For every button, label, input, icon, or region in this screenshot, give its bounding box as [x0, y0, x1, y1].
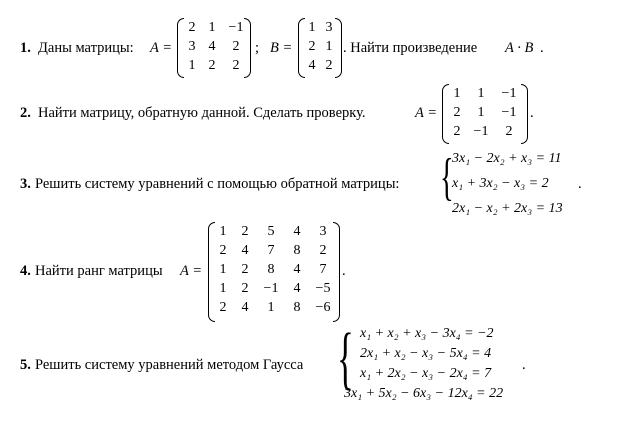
problem-1-text: Даны матрицы: — [38, 40, 134, 56]
matrix-cell: −1 — [473, 124, 489, 139]
problem-3-end: . — [578, 176, 582, 192]
matrix-cell: 2 — [319, 243, 327, 258]
problem-1-b-label: B = — [270, 40, 293, 56]
matrix-cell: 1 — [308, 20, 316, 35]
problem-2-matrix-a — [442, 84, 528, 144]
problem-4-end: . — [342, 263, 346, 279]
equation: x₁ + 3x₂ − x₃ = 2 — [452, 176, 549, 191]
matrix-cell: 3 — [325, 20, 333, 35]
matrix-cell: 8 — [293, 243, 301, 258]
matrix-cell: 8 — [293, 300, 301, 315]
matrix-cell: 2 — [505, 124, 513, 139]
equation: x₁ + x₂ + x₃ − 3x₄ = −2 — [360, 326, 494, 341]
matrix-cell: 4 — [208, 39, 216, 54]
matrix-cell: 1 — [219, 262, 227, 277]
matrix-cell: 1 — [477, 86, 485, 101]
problem-2-end: . — [530, 105, 534, 121]
matrix-cell: 4 — [293, 224, 301, 239]
problem-2-a-label: A = — [415, 105, 438, 121]
equation: 3x₁ − 2x₂ + x₃ = 11 — [452, 151, 562, 166]
matrix-cell: 1 — [267, 300, 275, 315]
brace-icon: { — [440, 149, 454, 206]
matrix-cell: 1 — [219, 224, 227, 239]
problem-5-text: Решить систему уравнений методом Гаусса — [35, 357, 304, 373]
matrix-cell: 2 — [219, 300, 227, 315]
matrix-cell: 2 — [308, 39, 316, 54]
matrix-cell: 2 — [325, 58, 333, 73]
matrix-cell: 2 — [219, 243, 227, 258]
matrix-cell: 2 — [241, 262, 249, 277]
matrix-cell: 5 — [267, 224, 275, 239]
matrix-cell: 2 — [232, 58, 240, 73]
matrix-cell: −1 — [501, 105, 517, 120]
matrix-cell: 1 — [325, 39, 333, 54]
problem-2-text: Найти матрицу, обратную данной. Сделать проверку. — [38, 105, 366, 121]
equation: 3x₁ + 5x₂ − 6x₃ − 12x₄ = 22 — [344, 386, 504, 401]
matrix-cell: 2 — [453, 105, 461, 120]
problem-1-matrix-a — [177, 18, 251, 78]
matrix-cell: −6 — [315, 300, 331, 315]
problem-1-number: 1. — [20, 40, 31, 56]
equation: 2x₁ + x₂ − x₃ − 5x₄ = 4 — [360, 346, 492, 361]
matrix-cell: −5 — [315, 281, 331, 296]
problem-5-end: . — [522, 357, 526, 373]
matrix-cell: 2 — [241, 281, 249, 296]
matrix-cell: 1 — [453, 86, 461, 101]
matrix-cell: −1 — [263, 281, 279, 296]
problem-4-a-label: A = — [180, 263, 203, 279]
matrix-cell: 4 — [308, 58, 316, 73]
problem-5-number: 5. — [20, 357, 31, 373]
matrix-cell: 1 — [219, 281, 227, 296]
matrix-cell: 2 — [208, 58, 216, 73]
problem-1-matrix-b — [298, 18, 342, 78]
matrix-cell: 7 — [319, 262, 327, 277]
matrix-cell: −1 — [228, 20, 244, 35]
equation: x₁ + 2x₂ − x₃ − 2x₄ = 7 — [360, 366, 492, 381]
matrix-cell: 2 — [232, 39, 240, 54]
matrix-cell: 2 — [453, 124, 461, 139]
problem-4-text: Найти ранг матрицы — [35, 263, 163, 279]
matrix-cell: 1 — [188, 58, 196, 73]
problem-1-product: A · B — [505, 40, 534, 56]
matrix-cell: 2 — [188, 20, 196, 35]
problem-3-number: 3. — [20, 176, 31, 192]
matrix-cell: 3 — [319, 224, 327, 239]
brace-icon: { — [337, 320, 354, 397]
problem-3-text: Решить систему уравнений с помощью обратной матрицы: — [35, 176, 400, 192]
matrix-cell: −1 — [501, 86, 517, 101]
matrix-cell: 4 — [293, 262, 301, 277]
matrix-cell: 1 — [477, 105, 485, 120]
matrix-cell: 1 — [208, 20, 216, 35]
matrix-cell: 4 — [241, 300, 249, 315]
matrix-cell: 8 — [267, 262, 275, 277]
matrix-cell: 4 — [293, 281, 301, 296]
matrix-cell: 4 — [241, 243, 249, 258]
matrix-cell: 3 — [188, 39, 196, 54]
problem-1-separator: ; — [255, 40, 260, 56]
matrix-cell: 7 — [267, 243, 275, 258]
problem-1-a-label: A = — [150, 40, 173, 56]
problem-4-matrix-a — [208, 222, 340, 322]
matrix-cell: 2 — [241, 224, 249, 239]
problem-2-number: 2. — [20, 105, 31, 121]
problem-1-tail: . Найти произведение — [343, 40, 478, 56]
equation: 2x₁ − x₂ + 2x₃ = 13 — [452, 201, 563, 216]
problem-1-end: . — [540, 40, 544, 56]
problem-4-number: 4. — [20, 263, 31, 279]
